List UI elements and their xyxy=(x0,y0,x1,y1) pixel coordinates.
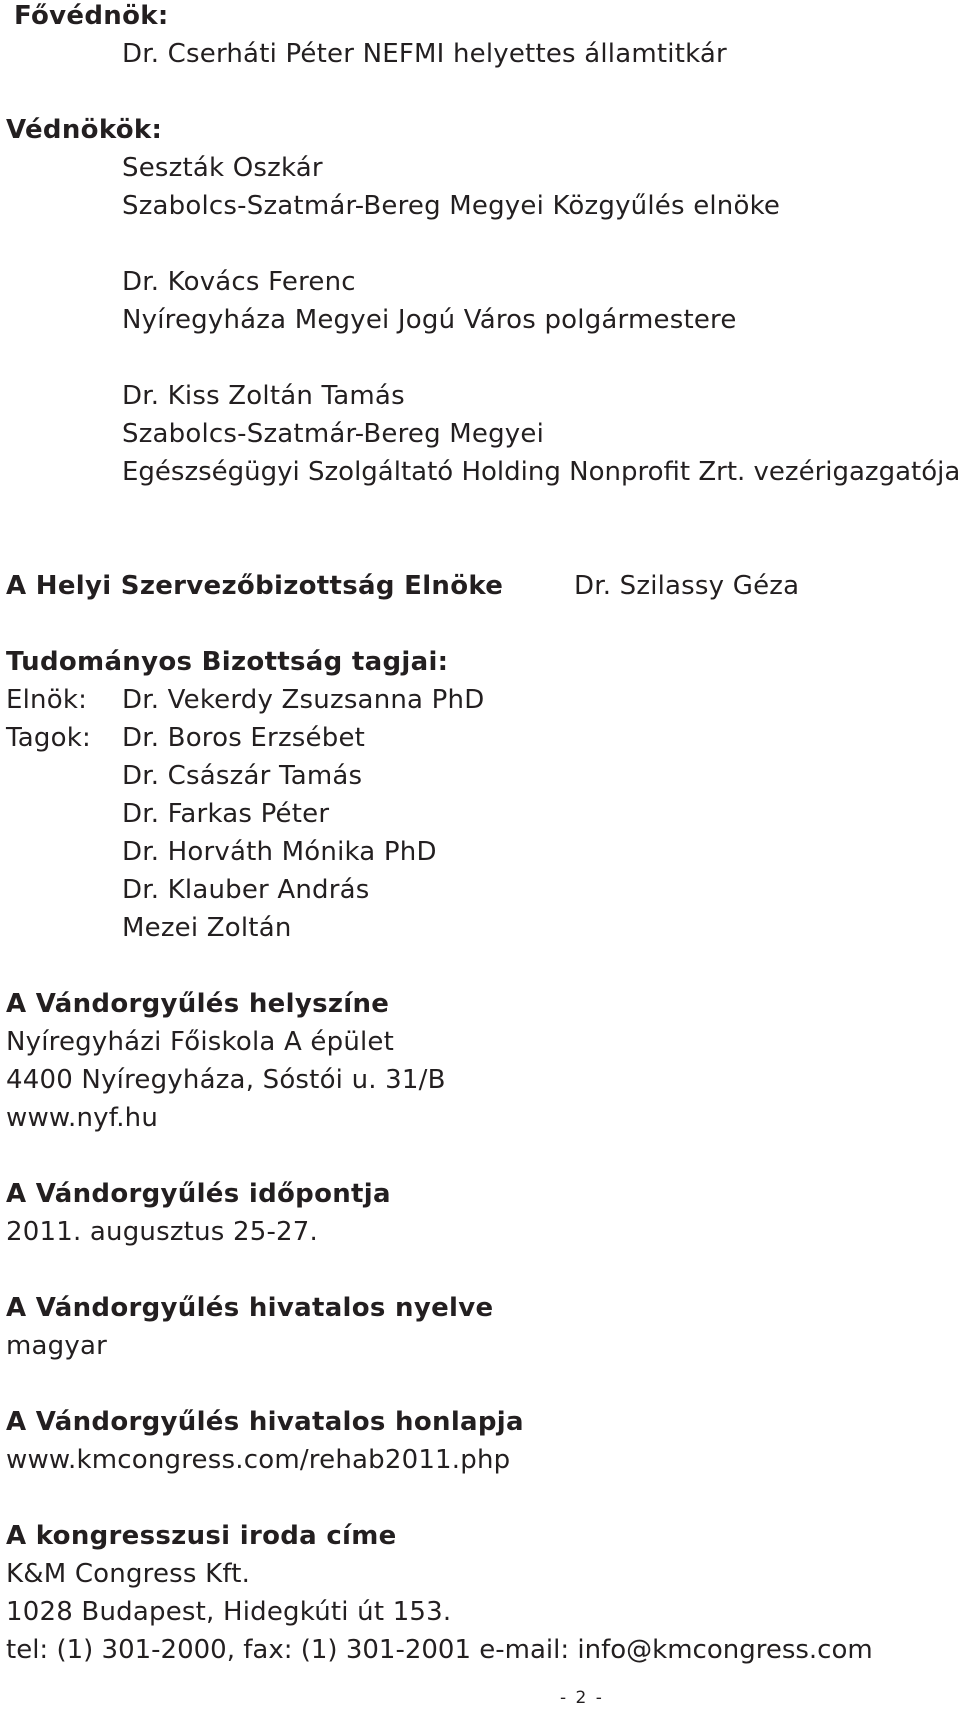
website-value: www.kmcongress.com/rehab2011.php xyxy=(6,1445,511,1475)
website-heading: A Vándorgyűlés hivatalos honlapja xyxy=(6,1407,524,1437)
member-name: Dr. Horváth Mónika PhD xyxy=(122,837,437,867)
local-committee-chair: Dr. Szilassy Géza xyxy=(574,571,800,601)
sponsor-role: Nyíregyháza Megyei Jogú Város polgármestere xyxy=(122,305,737,335)
office-line: K&M Congress Kft. xyxy=(6,1559,251,1589)
chair-name: Dr. Vekerdy Zsuzsanna PhD xyxy=(122,685,485,715)
member-name: Dr. Klauber András xyxy=(122,875,370,905)
office-line: 1028 Budapest, Hidegkúti út 153. xyxy=(6,1597,452,1627)
local-committee-heading: A Helyi Szervezőbizottság Elnöke xyxy=(6,571,504,601)
member-name: Mezei Zoltán xyxy=(122,913,292,943)
sponsor-role: Szabolcs-Szatmár-Bereg Megyei Közgyűlés elnöke xyxy=(122,191,781,221)
venue-website: www.nyf.hu xyxy=(6,1103,159,1133)
sponsor-role: Egészségügyi Szolgáltató Holding Nonprofit Zrt. vezérigazgatója xyxy=(122,457,960,487)
chair-label: Elnök: xyxy=(6,685,88,715)
sponsor-name: Dr. Kovács Ferenc xyxy=(122,267,356,297)
sponsor-name: Seszták Oszkár xyxy=(122,153,323,183)
member-name: Dr. Császár Tamás xyxy=(122,761,363,791)
venue-line: 4400 Nyíregyháza, Sóstói u. 31/B xyxy=(6,1065,446,1095)
date-heading: A Vándorgyűlés időpontja xyxy=(6,1179,391,1209)
scientific-committee-heading: Tudományos Bizottság tagjai: xyxy=(6,647,449,677)
office-heading: A kongresszusi iroda címe xyxy=(6,1521,397,1551)
venue-heading: A Vándorgyűlés helyszíne xyxy=(6,989,390,1019)
date-value: 2011. augusztus 25-27. xyxy=(6,1217,318,1247)
members-label: Tagok: xyxy=(6,723,91,753)
sponsors-heading: Védnökök: xyxy=(6,115,163,145)
office-contact: tel: (1) 301-2000, fax: (1) 301-2001 e-mail: info@kmcongress.com xyxy=(6,1635,873,1665)
member-name: Dr. Boros Erzsébet xyxy=(122,723,366,753)
sponsor-name: Dr. Kiss Zoltán Tamás xyxy=(122,381,405,411)
language-heading: A Vándorgyűlés hivatalos nyelve xyxy=(6,1293,494,1323)
language-value: magyar xyxy=(6,1331,107,1361)
member-name: Dr. Farkas Péter xyxy=(122,799,330,829)
page-number: - 2 - xyxy=(560,1688,604,1708)
patron-heading: Fővédnök: xyxy=(14,1,169,31)
patron-name: Dr. Cserháti Péter NEFMI helyettes államtitkár xyxy=(122,39,727,69)
sponsor-role: Szabolcs-Szatmár-Bereg Megyei xyxy=(122,419,545,449)
venue-line: Nyíregyházi Főiskola A épület xyxy=(6,1027,395,1057)
